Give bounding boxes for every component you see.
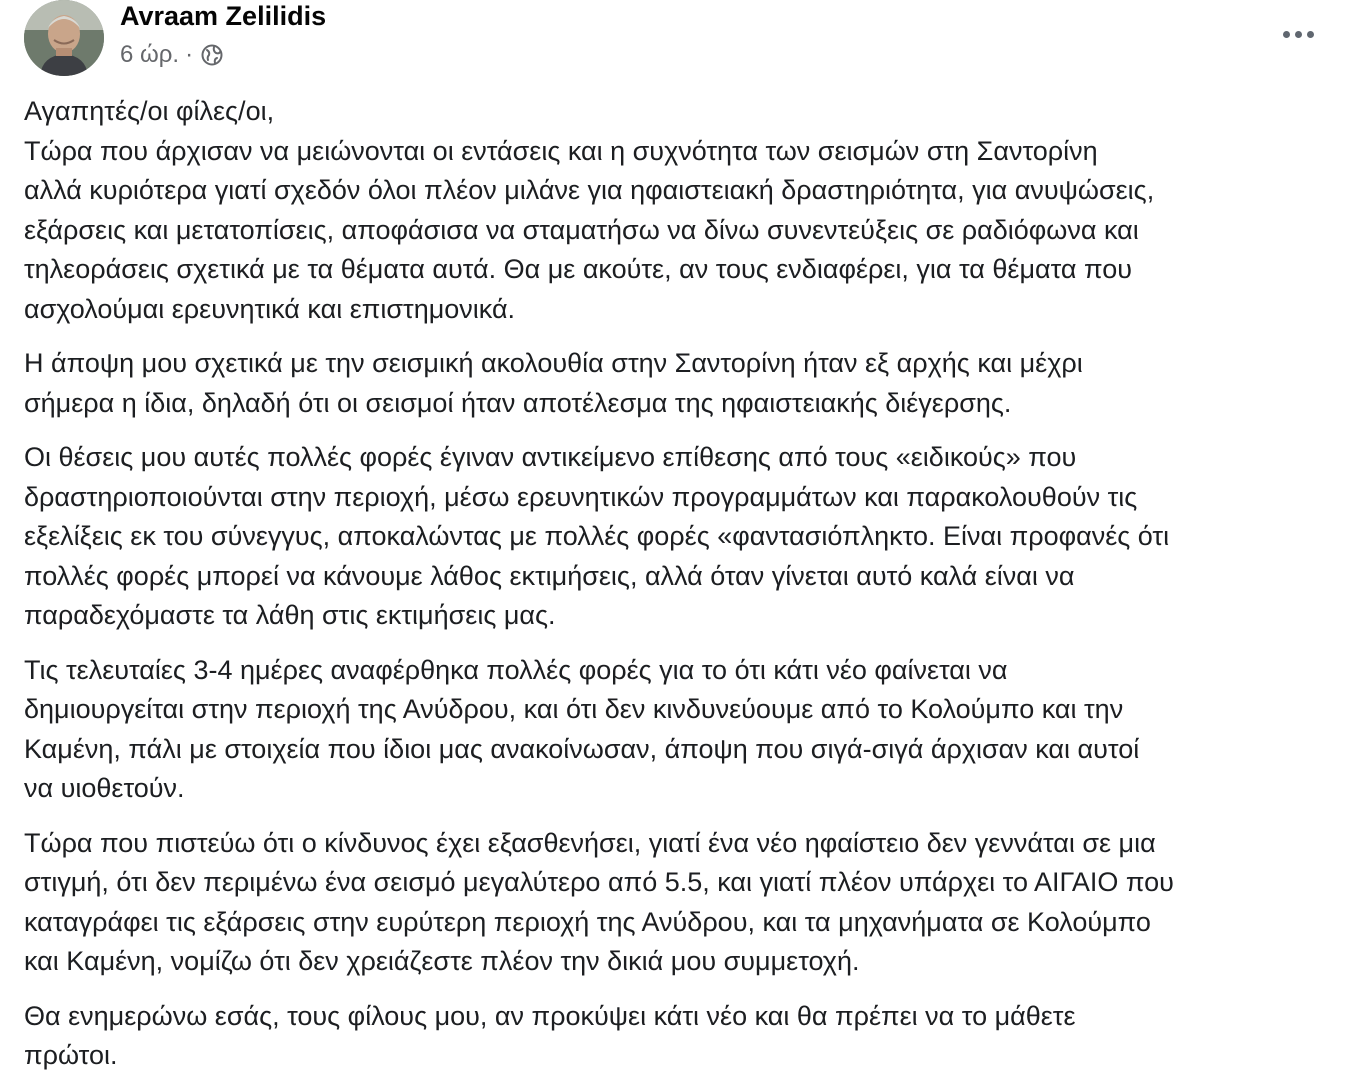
post-line: εξελίξεις εκ του σύνεγγυς, αποκαλώντας με πολλές φορές «φαντασιόπληκτο. Είναι προφανές ότι (24, 521, 1170, 551)
post-line: δημιουργείται στην περιοχή της Ανύδρου, και ότι δεν κινδυνεύουμε από το Κολούμπο και την (24, 694, 1124, 724)
globe-icon (201, 44, 223, 66)
post-paragraph (24, 824, 1344, 982)
post-line: Οι θέσεις μου αυτές πολλές φορές έγιναν αντικείμενο επίθεσης από τους «ειδικούς» που (24, 442, 1077, 472)
author-avatar[interactable] (24, 0, 104, 76)
post-line: παραδεχόμαστε τα λάθη στις εκτιμήσεις μας. (24, 600, 556, 630)
post-paragraph (24, 651, 1344, 809)
post-line: αλλά κυριότερα γιατί σχεδόν όλοι πλέον μιλάνε για ηφαιστειακή δραστηριότητα, για ανυψώσεις, (24, 175, 1155, 205)
more-options-button[interactable] (1272, 16, 1324, 52)
post-paragraph (24, 438, 1344, 636)
post-line: σήμερα η ίδια, δηλαδή ότι οι σεισμοί ήταν αποτέλεσμα της ηφαιστειακής διέγερσης. (24, 387, 1012, 418)
post-line: Τις τελευταίες 3-4 ημέρες αναφέρθηκα πολλές φορές για το ότι κάτι νέο φαίνεται να (24, 654, 1008, 685)
post-line: στιγμή, ότι δεν περιμένω ένα σεισμό μεγαλύτερο από 5.5, και γιατί πλέον υπάρχει το ΑΙΓΑΙΟ που (24, 867, 1174, 897)
post-paragraph (24, 344, 1344, 423)
post-line: Αγαπητές/οι φίλες/οι, (24, 96, 275, 126)
post-line: Τώρα που πιστεύω ότι ο κίνδυνος έχει εξασθενήσει, γιατί ένα νέο ηφαίστειο δεν γεννάται σε μια (24, 827, 1156, 858)
post-body (24, 92, 1344, 1091)
post-line: εξάρσεις και μετατοπίσεις, αποφάσισα να σταματήσω να δίνω συνεντεύξεις σε ραδιόφωνα και (24, 214, 1139, 245)
post-line: Θα ενημερώνω εσάς, τους φίλους μου, αν προκύψει κάτι νέο και θα πρέπει να το μάθετε (24, 1000, 1076, 1031)
more-horizontal-icon (1283, 31, 1314, 38)
post-line: τηλεοράσεις σχετικά με τα θέματα αυτά. Θα με ακούτε, αν τους ενδιαφέρει, για τα θέματα που (24, 254, 1133, 284)
post-line: καταγράφει τις εξάρσεις στην ευρύτερη περιοχή της Ανύδρου, και τα μηχανήματα σε Κολούμπο (24, 906, 1151, 937)
author-name[interactable]: Avraam Zelilidis (120, 1, 327, 31)
post-paragraph (24, 997, 1344, 1076)
post-line: πρώτοι. (24, 1040, 118, 1070)
meta-separator: · (185, 41, 194, 68)
post-line: ασχολούμαι ερευνητικά και επιστημονικά. (24, 293, 516, 324)
post-line: Η άποψη μου σχετικά με την σεισμική ακολουθία στην Σαντορίνη ήταν εξ αρχής και μέχρι (24, 348, 1083, 378)
post-line: να υιοθετούν. (24, 773, 185, 803)
post-line: Τώρα που άρχισαν να μειώνονται οι εντάσεις και η συχνότητα των σεισμών στη Σαντορίνη (24, 135, 1098, 166)
post-line: και Καμένη, νομίζω ότι δεν χρειάζεστε πλέον την δικιά μου συμμετοχή. (24, 946, 860, 976)
post-meta (120, 40, 223, 70)
post-timestamp[interactable]: 6 ώρ. (120, 41, 180, 68)
post-line: Καμένη, πάλι με στοιχεία που ίδιοι μας ανακοίνωσαν, άποψη που σιγά-σιγά άρχισαν και αυτοί (24, 733, 1140, 764)
post-line: πολλές φορές μπορεί να κάνουμε λάθος εκτιμήσεις, αλλά όταν γίνεται αυτό καλά είναι να (24, 560, 1075, 591)
post-paragraph (24, 92, 1344, 329)
post-line: δραστηριοποιούνται στην περιοχή, μέσω ερευνητικών προγραμμάτων και παρακολουθούν τις (24, 481, 1138, 512)
